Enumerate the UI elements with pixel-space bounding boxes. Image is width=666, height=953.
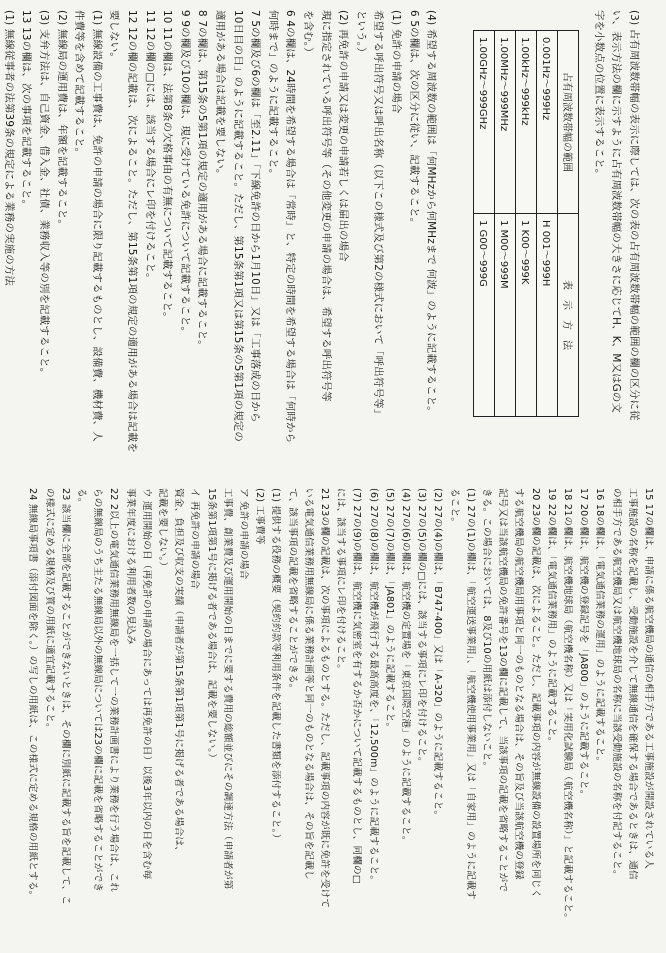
lower-text-block (4, 488, 654, 948)
upper-line: 希望する呼出符号又は呼出名称（以下この様式及び第2の様式において「呼出符号等」 (372, 10, 385, 420)
lower-line: 20 23の欄の記載は、次によること。ただし、記載事項の内容が無線設備の設置場所を同じく (529, 488, 541, 899)
table-row (516, 31, 537, 417)
lower-line: 15条第1項第1号に掲げる者である場合は、記載を要しない。） (205, 488, 217, 764)
upper-line: 6 5の欄は、次の区分に従い、記載すること。 (407, 10, 420, 229)
table-cell: 0.001Hz～999Hz (537, 31, 558, 214)
table-row (474, 31, 495, 417)
table-row (495, 31, 516, 417)
lower-line: (3) 27の(5)の欄の□には、該当する事項にレ印を付けること。 (416, 488, 428, 767)
lower-line: 18 21の欄は、航空機地球局（航空機名称）又は「実用化試験局（航空機名称）」と記載すること。 (562, 488, 573, 924)
upper-line: 6 4の欄は、24時間を希望する場合は「常時」と、特定の時間を希望する場合は「何時から (284, 10, 297, 444)
table-cell: 1 M00～999M (495, 214, 516, 417)
upper-line: 11 12の欄の□には、該当する場合にレ印を付けること。 (143, 10, 156, 284)
upper-line: い、表示方法の欄に示すように占有周波数帯幅の大きさに応じてH、K、M又はGの文 (610, 10, 623, 414)
upper-line: という。） (354, 10, 367, 58)
lower-line: 23 該当欄に全部を記載することができないときは、その欄に別紙に記載する旨を記載して、こ (59, 488, 71, 906)
lower-line: ウ 運用開始の日（再免許の申請の場合にあっては再免許の日）以後3年以内の日を含む毎 (140, 488, 152, 880)
upper-line: 現に指定されている呼出符号等（その他変更の申請の場合は、希望する呼出符号等 (319, 10, 332, 402)
table-cell: 1 K00～999K (516, 214, 537, 417)
table-header-cell: 占有周波数帯幅の範囲 (558, 31, 579, 214)
lower-line: の様式に定める規格及び質の用紙に適宜記載すること。 (43, 488, 55, 733)
table-cell: 1.00MHz～999MHz (495, 31, 516, 214)
lower-line: 工事費、創業費及び運用開始の日までに要する費用の総額並びにその調達方法（申請者が第 (221, 488, 233, 890)
frequency-bandwidth-table (473, 30, 579, 417)
lower-line: る。 (76, 488, 87, 508)
lower-line: する航空機局の航空機局用事項と同一のものとなる場合は、その旨及び当該航空機の登録 (513, 488, 525, 880)
upper-line: 適用がある場合は記載を要しない。 (214, 10, 226, 180)
lower-line: 15 17の欄は、申請に係る航空機局の通信の相手方である工事施設が開設されている人 (643, 488, 654, 870)
lower-line: (4) 27の(6)の欄は、航空機の定置場を「東京国際空港」のように記載すること。 (400, 488, 411, 846)
lower-line: 17 20の欄は、航空機の登録記号を「JA800」のように記載すること。 (578, 488, 590, 800)
lower-line: ア 免許の申請の場合 (238, 488, 249, 580)
lower-line: (6) 27の(8)の欄は、航空機が飛行する最高高度を、「12,500m」のように記載すること。 (367, 488, 379, 886)
lower-line: 16 18の欄は、「電気通信業務の運用」のように記載すること。 (594, 488, 606, 767)
lower-line: 事業年度における利用者数の見込み (124, 488, 136, 645)
lower-line: 記載を要しない。） (157, 488, 168, 572)
table-row (537, 31, 558, 417)
lower-line: 資金、負担及び収支の実績（申請者が第15条第1項第1号に掲げる者である場合は、 (173, 488, 185, 856)
lower-line: イ 再免許の申請の場合 (189, 488, 201, 590)
lower-line: (2) 27の(4)の欄は、「B747-400」又は「A-320」のように記載すること。 (432, 488, 444, 821)
lower-line: (1) 提供する役務の概要（契約約款等利用条件を記載した書類を添付すること。） (270, 488, 282, 844)
upper-line: 10日目の日」のように記載すること。ただし、第15条第1項又は第15条の5第1項の規定の (231, 10, 244, 442)
upper-line: 何時まで」のように記載すること。 (266, 10, 279, 180)
lower-line: 24 無線局事項書（添付図面を除く。）の写しの用紙は、この様式に定める規格の用紙とする。 (27, 488, 39, 901)
lower-line: 19 22の欄は、「電気通信業務用」のように記載すること。 (545, 488, 557, 747)
lower-line: の相手方である航空機局又は航空機地球局の名称に当該受動施設の名称を付記すること。 (610, 488, 622, 880)
lower-line: 22 2以上の電気通信業務用無線局を一括して一の業務計画書により業務を行う場合は、これ (108, 488, 120, 893)
upper-line: (4) 希望する周波数の範囲は「何MHzから何MHzまで 何波」のように記載すること。 (425, 10, 438, 417)
upper-line: 10 11の欄は、法第8条の欠格事由の有無について記載すること。 (161, 10, 174, 323)
lower-line: いる電気通信業務用無線局に係る業務計画等と同一のものとなる場合は、その旨を記載し (302, 488, 314, 880)
upper-line: (3) 支弁方法は、自己資金、借入金、社債、業務収入等の別を記載すること。 (38, 10, 50, 379)
lower-line: きる。この場合においては、8及び10の用紙は添付しないこと。 (481, 488, 492, 772)
table-cell: 1.00kHz～999kHz (516, 31, 537, 214)
lower-line: には、該当する事項にレ印を付けること。 (335, 488, 347, 675)
lower-line: (2) 工事費等 (254, 488, 266, 545)
lower-line: (7) 27の(9)の欄は、航空機に気密室を有するか否かについて記載するものとし、同欄の□ (351, 488, 363, 885)
upper-line: 13 13の欄は、次の事項を記載すること。 (20, 10, 33, 211)
lower-line: 記号又は当該航空機局の免許番号を13の欄に記載して、当該事項の記載を省略することがで (497, 488, 509, 893)
upper-line: (2) 無線局の運用費は、年額を記載すること。 (55, 10, 68, 231)
upper-line: を含む。） (302, 10, 314, 58)
lower-line: ること。 (448, 488, 460, 528)
lower-line: (5) 27の(7)の欄は、「JA801」のように記載すること。 (383, 488, 395, 733)
upper-line: 字を小数点の位置に表示すること。 (592, 10, 605, 180)
upper-line: 12 12の欄の記載は、次によること。ただし、第15条第1項の規定の適用がある場合は記載を (126, 10, 138, 454)
upper-line: 9 9の欄及び10の欄は、現に受けている免許について記載すること。 (178, 10, 191, 338)
lower-line: て、該当事項の記載を省略することができる。 (286, 488, 298, 694)
table-cell: H 001～999H (537, 214, 558, 417)
upper-line: 7 5の欄及び6の欄は「至2.11」「下線免許の日から1月10日」又は「工事落成の日から (249, 10, 262, 423)
upper-line: 件費等を含めて記載すること。 (73, 10, 86, 159)
upper-line: (3) 占有周波数帯幅の表示に際しては、次の表の占有周波数帯幅の範囲の欄の区分に従 (628, 10, 640, 421)
upper-line: (1) 無線従事者の法第39条の規定による業務の実施の方法 (2, 10, 15, 287)
upper-line: 8 7の欄は、第15条の5第1項の規定の適用がある場合に記載すること。 (196, 10, 209, 351)
table-header-cell: 表 示 方 法 (558, 214, 579, 417)
upper-line: (1) 無線設備の工事費は、免許の申請の場合に限り記載するものとし、設備費、機材費、人 (90, 10, 103, 442)
table-cell: 1 G00～999G (474, 214, 495, 417)
lower-line: らの無線局のうち主たる無線局以外の無線局については23の欄に記載を省略することができ (92, 488, 104, 893)
upper-line: 要しない。 (108, 10, 121, 63)
upper-line: (2) 再免許の申請又は変更の申請若しくは届出の場合 (337, 10, 350, 262)
lower-line: (1) 27の(1)の欄は、「航空運送事業用」、「航空機使用事業用」又は「自家用」のように記載す (464, 488, 476, 900)
lower-line: 21 23の欄の記載は、次の事項によるものとする。ただし、記載事項の内容が既に免許を受けて (319, 488, 330, 909)
lower-line: 工事施設の名称を記載し、受動施設を介して無線通信を確保する場合であるときは、通信 (626, 488, 638, 880)
table-cell: 1.00GHz～999GHz (474, 31, 495, 214)
upper-line: (1) 免許の申請の場合 (390, 10, 402, 114)
